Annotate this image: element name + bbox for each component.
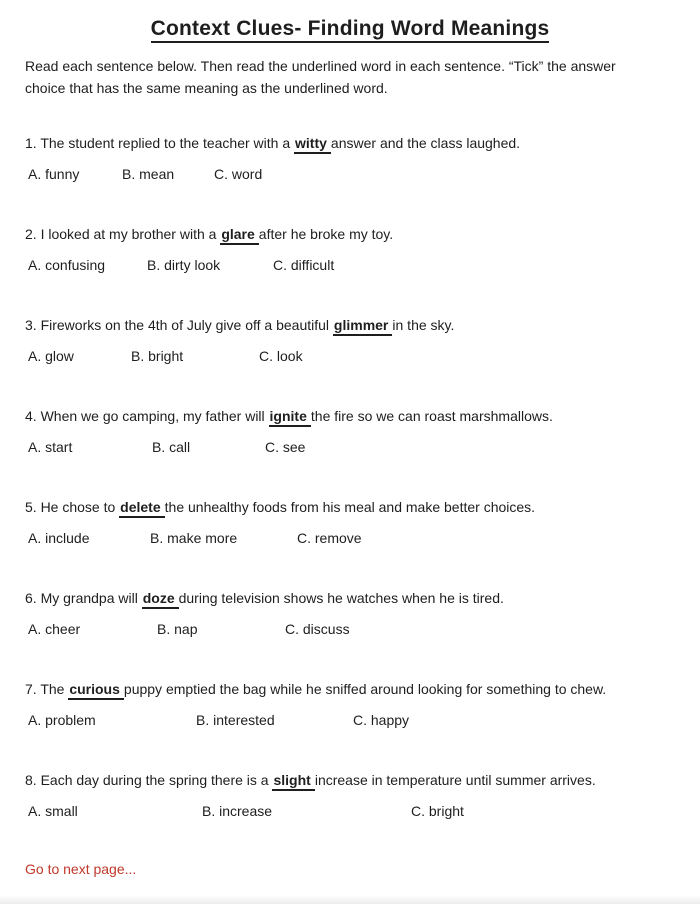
question-item-5: [25, 497, 700, 548]
answer-option-a[interactable]: A. glow: [28, 348, 74, 364]
answer-options: [28, 437, 700, 457]
answer-option-a[interactable]: A. small: [28, 803, 78, 819]
answer-option-b[interactable]: B. nap: [157, 621, 198, 637]
question-sentence: [25, 406, 700, 426]
sentence-post: the unhealthy foods from his meal and make better choices.: [164, 499, 536, 515]
page-title: [0, 16, 700, 42]
answer-option-a[interactable]: A. funny: [28, 166, 80, 182]
question-sentence: [25, 224, 700, 244]
question-sentence: [25, 497, 700, 517]
question-item-8: [25, 770, 700, 821]
sentence-post: puppy emptied the bag while he sniffed around looking for something to chew.: [123, 681, 607, 697]
answer-options: [28, 619, 700, 639]
question-sentence: [25, 679, 700, 699]
sentence-post: during television shows he watches when he is tired.: [178, 590, 504, 606]
answer-option-b[interactable]: B. bright: [131, 348, 184, 364]
answer-option-a[interactable]: A. problem: [28, 712, 96, 728]
sentence-pre: 2. I looked at my brother with a: [25, 226, 221, 242]
underlined-word: glare: [220, 226, 258, 245]
sentence-pre: 8. Each day during the spring there is a: [25, 772, 273, 788]
answer-option-a[interactable]: A. include: [28, 530, 90, 546]
answer-option-a[interactable]: A. confusing: [28, 257, 106, 273]
answer-option-c[interactable]: C. word: [214, 166, 263, 182]
next-page-note[interactable]: Go to next page...: [25, 861, 137, 877]
answer-option-b[interactable]: B. interested: [196, 712, 275, 728]
question-item-4: [25, 406, 700, 457]
answer-option-a[interactable]: A. cheer: [28, 621, 81, 637]
question-sentence: [25, 315, 700, 335]
question-item-7: [25, 679, 700, 730]
underlined-word: glimmer: [333, 317, 392, 336]
answer-options: [28, 801, 700, 821]
answer-options: [28, 164, 700, 184]
answer-option-b[interactable]: B. call: [152, 439, 191, 455]
sentence-pre: 4. When we go camping, my father will: [25, 408, 269, 424]
answer-option-b[interactable]: B. make more: [150, 530, 238, 546]
underlined-word: curious: [68, 681, 124, 700]
sentence-pre: 6. My grandpa will: [25, 590, 142, 606]
answer-option-b[interactable]: B. increase: [202, 803, 273, 819]
sentence-post: answer and the class laughed.: [330, 135, 521, 151]
answer-options: [28, 255, 700, 275]
question-item-2: [25, 224, 700, 275]
question-item-1: [25, 133, 700, 184]
question-sentence: [25, 133, 700, 153]
sentence-post: in the sky.: [392, 317, 455, 333]
sentence-post: increase in temperature until summer arrives.: [314, 772, 596, 788]
sentence-pre: 7. The: [25, 681, 69, 697]
question-item-6: [25, 588, 700, 639]
answer-option-c[interactable]: C. bright: [411, 803, 464, 819]
sentence-pre: 3. Fireworks on the 4th of July give off a beautiful: [25, 317, 333, 333]
question-list: [0, 133, 700, 821]
sentence-pre: 5. He chose to: [25, 499, 120, 515]
underlined-word: witty: [294, 135, 331, 154]
answer-option-b[interactable]: B. mean: [122, 166, 175, 182]
underlined-word: ignite: [269, 408, 311, 427]
answer-option-b[interactable]: B. dirty look: [147, 257, 221, 273]
sentence-post: the fire so we can roast marshmallows.: [310, 408, 553, 424]
answer-option-c[interactable]: C. look: [259, 348, 303, 364]
underlined-word: slight: [272, 772, 314, 791]
sentence-pre: 1. The student replied to the teacher with a: [25, 135, 295, 151]
answer-option-c[interactable]: C. see: [265, 439, 306, 455]
question-sentence: [25, 588, 700, 608]
answer-option-a[interactable]: A. start: [28, 439, 73, 455]
answer-option-c[interactable]: C. remove: [297, 530, 362, 546]
page-title-text: Context Clues- Finding Word Meanings: [151, 17, 550, 43]
instructions-text: Read each sentence below. Then read the underlined word in each sentence. “Tick” the answer choice that has the same meaning as the underlined word.: [25, 58, 616, 96]
question-sentence: [25, 770, 700, 790]
underlined-word: doze: [142, 590, 179, 609]
answer-option-c[interactable]: C. difficult: [273, 257, 335, 273]
underlined-word: delete: [119, 499, 164, 518]
sentence-post: after he broke my toy.: [258, 226, 394, 242]
answer-option-c[interactable]: C. discuss: [285, 621, 350, 637]
answer-options: [28, 528, 700, 548]
answer-option-c[interactable]: C. happy: [353, 712, 410, 728]
question-item-3: [25, 315, 700, 366]
answer-options: [28, 710, 700, 730]
answer-options: [28, 346, 700, 366]
